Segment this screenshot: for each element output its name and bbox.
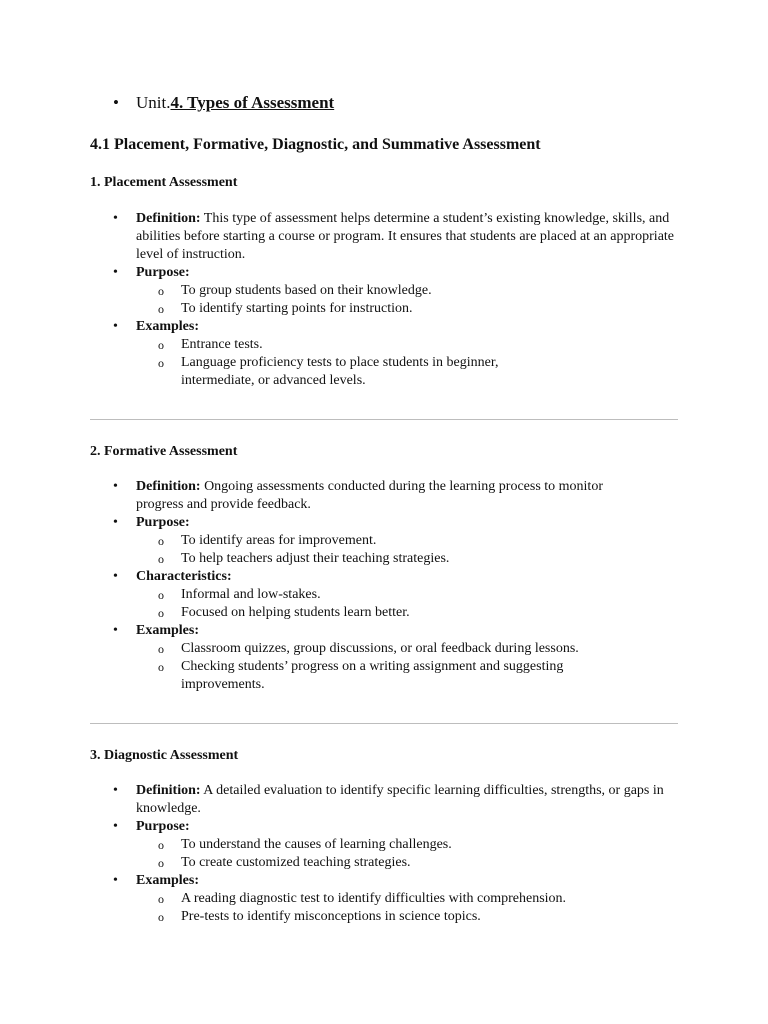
- formative-definition: [113, 478, 683, 514]
- section-title: 4.1 Placement, Formative, Diagnostic, and Summative Assessment: [90, 136, 541, 153]
- diagnostic-purpose: [113, 818, 683, 836]
- bullet-icon: •: [113, 873, 118, 888]
- bullet-icon: •: [113, 93, 119, 112]
- bullet-icon: •: [113, 319, 118, 334]
- placement-heading: 1. Placement Assessment: [90, 175, 238, 190]
- bullet-icon: •: [113, 623, 118, 638]
- definition-text: This type of assessment helps determine a student’s existing knowledge, skills, and abilities before starting a course or program. It ensures that students are placed at an appropriate level of instruction.: [136, 211, 675, 262]
- circle-bullet-icon: o: [158, 606, 164, 620]
- circle-bullet-icon: o: [158, 302, 164, 316]
- unit-prefix: Unit.: [136, 93, 171, 112]
- circle-bullet-icon: o: [158, 910, 164, 924]
- bullet-icon: •: [113, 479, 118, 494]
- circle-bullet-icon: o: [158, 838, 164, 852]
- circle-bullet-icon: o: [158, 660, 164, 674]
- bullet-icon: •: [113, 211, 118, 226]
- bullet-icon: •: [113, 265, 118, 280]
- list-item: o Language proficiency tests to place students in beginner, intermediate, or advanced levels.: [158, 355, 499, 388]
- list-item: o Checking students’ progress on a writing assignment and suggesting improvements.: [158, 659, 564, 692]
- bullet-icon: •: [113, 515, 118, 530]
- purpose-label: Purpose:: [136, 819, 190, 834]
- diagnostic-definition: [113, 782, 683, 818]
- list-item: o Informal and low-stakes.: [158, 587, 321, 602]
- bullet-icon: •: [113, 783, 118, 798]
- purpose-label: Purpose:: [136, 265, 190, 280]
- definition-label: Definition:: [136, 783, 201, 798]
- divider: [90, 419, 678, 420]
- circle-bullet-icon: o: [158, 284, 164, 298]
- list-item: o Entrance tests.: [158, 337, 263, 352]
- list-item: o To understand the causes of learning challenges.: [158, 837, 452, 852]
- divider: [90, 723, 678, 724]
- formative-list: [113, 478, 683, 694]
- formative-examples: [113, 622, 683, 640]
- list-item: o To help teachers adjust their teaching strategies.: [158, 551, 450, 566]
- diagnostic-examples: [113, 872, 683, 890]
- examples-label: Examples:: [136, 319, 199, 334]
- list-item: o Classroom quizzes, group discussions, or oral feedback during lessons.: [158, 641, 579, 656]
- placement-definition: [113, 210, 683, 264]
- placement-examples: [113, 318, 683, 336]
- definition-label: Definition:: [136, 479, 201, 494]
- circle-bullet-icon: o: [158, 338, 164, 352]
- bullet-icon: •: [113, 569, 118, 584]
- list-item: o To group students based on their knowledge.: [158, 283, 432, 298]
- diagnostic-list: [113, 782, 683, 926]
- circle-bullet-icon: o: [158, 552, 164, 566]
- examples-label: Examples:: [136, 623, 199, 638]
- list-item: o A reading diagnostic test to identify difficulties with comprehension.: [158, 891, 567, 906]
- characteristics-label: Characteristics:: [136, 569, 232, 584]
- unit-title: 4. Types of Assessment: [170, 93, 335, 112]
- circle-bullet-icon: o: [158, 642, 164, 656]
- formative-characteristics: [113, 568, 683, 586]
- circle-bullet-icon: o: [158, 856, 164, 870]
- formative-purpose: [113, 514, 683, 532]
- circle-bullet-icon: o: [158, 356, 164, 370]
- bullet-icon: •: [113, 819, 118, 834]
- circle-bullet-icon: o: [158, 892, 164, 906]
- circle-bullet-icon: o: [158, 534, 164, 548]
- purpose-label: Purpose:: [136, 515, 190, 530]
- list-item: o To identify areas for improvement.: [158, 533, 377, 548]
- definition-label: Definition:: [136, 211, 201, 226]
- placement-purpose: [113, 264, 683, 282]
- circle-bullet-icon: o: [158, 588, 164, 602]
- list-item: o To create customized teaching strategies.: [158, 855, 411, 870]
- list-item: o Pre-tests to identify misconceptions in science topics.: [158, 909, 481, 924]
- list-item: o Focused on helping students learn better.: [158, 605, 410, 620]
- formative-heading: 2. Formative Assessment: [90, 444, 238, 459]
- list-item: o To identify starting points for instruction.: [158, 301, 413, 316]
- placement-list: [113, 210, 683, 390]
- definition-text: A detailed evaluation to identify specific learning difficulties, strengths, or gaps in knowledge.: [136, 783, 664, 816]
- definition-text: Ongoing assessments conducted during the learning process to monitor progress and provide feedback.: [136, 479, 603, 512]
- examples-label: Examples:: [136, 873, 199, 888]
- diagnostic-heading: 3. Diagnostic Assessment: [90, 748, 239, 763]
